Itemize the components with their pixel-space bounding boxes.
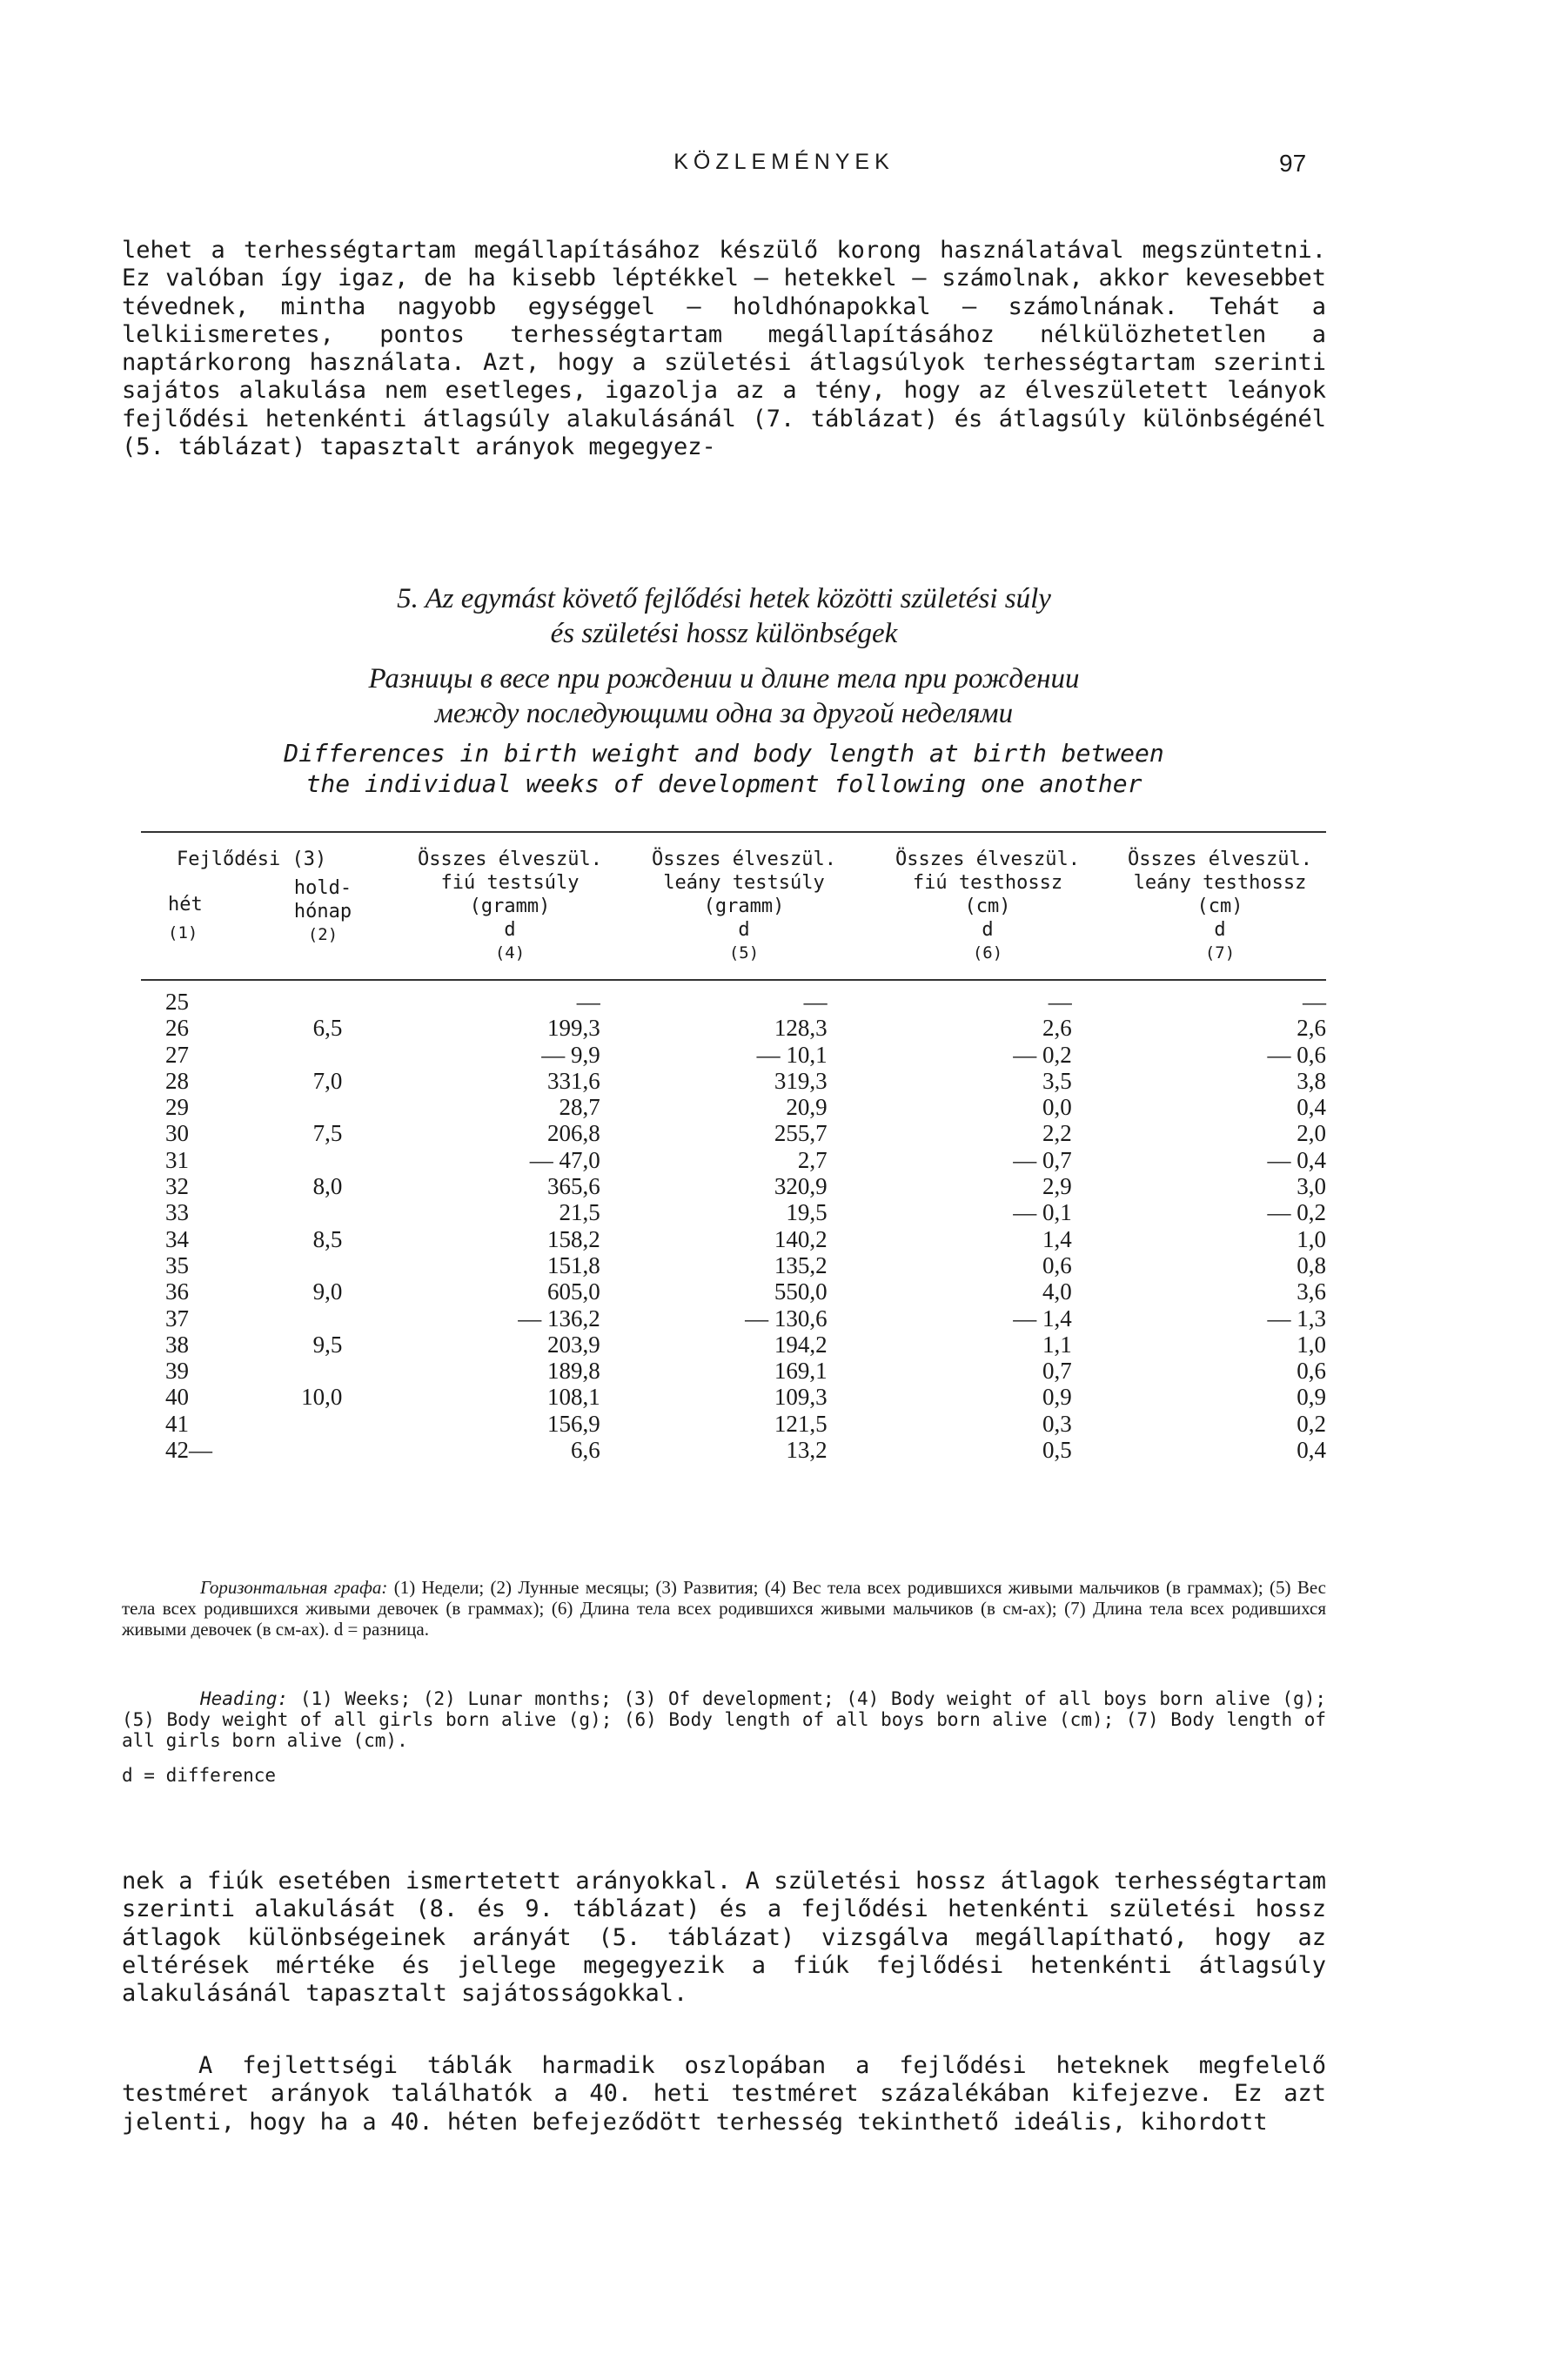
header-col4-number: (4) <box>494 943 526 963</box>
cell-lunar-month <box>247 1252 343 1278</box>
header-col-5 <box>627 848 861 965</box>
cell-boys-length-diff: 0,0 <box>1042 1094 1072 1121</box>
header-col6-line-4: d <box>982 919 994 941</box>
cell-boys-weight-diff: 158,2 <box>546 1225 600 1252</box>
cell-girls-length-diff: 0,8 <box>1297 1251 1326 1278</box>
header-hold-number: (2) <box>307 925 338 944</box>
cell-boys-length-diff: — 0,1 <box>1013 1199 1072 1226</box>
table-row <box>141 1199 1326 1225</box>
cell-week: 36 <box>165 1278 189 1305</box>
cell-week: 26 <box>165 1015 189 1042</box>
cell-lunar-month <box>247 1147 343 1173</box>
cell-boys-length-diff: 1,4 <box>1042 1225 1072 1252</box>
cell-lunar-month: 8,0 <box>312 1173 343 1200</box>
cell-girls-weight-diff: 319,3 <box>774 1067 828 1094</box>
note-en-label: Heading: <box>200 1688 289 1709</box>
page-number: 97 <box>1279 150 1307 177</box>
header-col-4 <box>379 848 640 965</box>
header-col7-line-2: leány testhossz <box>1133 872 1307 894</box>
table-note-english <box>122 1688 1326 1751</box>
cell-girls-weight-diff: 2,7 <box>797 1146 828 1173</box>
cell-girls-weight-diff: 13,2 <box>786 1437 828 1464</box>
cell-boys-length-diff: 0,5 <box>1042 1437 1072 1464</box>
cell-boys-weight-diff: 21,5 <box>559 1199 600 1226</box>
cell-lunar-month <box>247 1358 343 1384</box>
cell-boys-weight-diff: — <box>576 989 600 1015</box>
cell-girls-weight-diff: 320,9 <box>774 1173 828 1200</box>
cell-boys-length-diff: 0,6 <box>1042 1251 1072 1278</box>
cell-girls-weight-diff: — <box>803 989 828 1015</box>
header-col6-line-1: Összes élveszül. <box>895 849 1080 870</box>
cell-week: 42— <box>165 1437 212 1464</box>
header-holdhonap <box>284 876 362 947</box>
cell-girls-weight-diff: 550,0 <box>774 1278 828 1305</box>
table-row <box>141 1147 1326 1173</box>
header-col-7 <box>1098 848 1342 965</box>
cell-lunar-month <box>247 989 343 1015</box>
cell-girls-length-diff: 3,0 <box>1297 1173 1326 1200</box>
header-col7-line-1: Összes élveszül. <box>1128 849 1312 870</box>
header-het: hét <box>168 894 203 916</box>
cell-boys-weight-diff: 605,0 <box>546 1278 600 1305</box>
cell-girls-length-diff: — 0,2 <box>1267 1199 1326 1226</box>
caption-ru-line-1: Разницы в весе при рождении и длине тела при рождении <box>368 663 1080 694</box>
cell-girls-length-diff: 3,8 <box>1297 1067 1326 1094</box>
cell-boys-length-diff: — 0,2 <box>1013 1041 1072 1068</box>
header-col5-line-2: leány testsúly <box>663 872 825 894</box>
cell-boys-weight-diff: 28,7 <box>559 1094 600 1121</box>
cell-girls-length-diff: — 0,4 <box>1267 1146 1326 1173</box>
cell-week: 30 <box>165 1120 189 1147</box>
cell-boys-weight-diff: 199,3 <box>546 1015 600 1042</box>
cell-week: 29 <box>165 1094 189 1121</box>
header-col5-line-1: Összes élveszül. <box>652 849 836 870</box>
cell-boys-length-diff: — 0,7 <box>1013 1146 1072 1173</box>
cell-boys-weight-diff: 156,9 <box>546 1410 600 1437</box>
header-hold-line-1: hold- <box>293 877 352 899</box>
header-col5-line-4: d <box>738 919 750 941</box>
header-fejlodesi-label: Fejlődési <box>177 849 281 870</box>
cell-boys-weight-diff: — 47,0 <box>529 1146 600 1173</box>
cell-girls-length-diff: 0,6 <box>1297 1358 1326 1385</box>
cell-lunar-month: 9,0 <box>312 1278 343 1305</box>
cell-week: 33 <box>165 1199 189 1226</box>
cell-girls-length-diff: 1,0 <box>1297 1331 1326 1358</box>
header-col7-line-4: d <box>1214 919 1226 941</box>
table-row <box>141 1068 1326 1094</box>
header-col7-line-3: (cm) <box>1196 896 1243 917</box>
body-paragraph-1: lehet a terhességtartam megállapításához készülő korong használatával megszüntetni. Ez valóban így igaz, de ha kisebb léptékkel — hetekkel — számolnak, akkor kevesebbet tévednek, mintha nagyobb egységgel — holdhónapokkal — számolnának. Tehát a lelkiismeretes, pontos terhességtartam megállapításához nélkülözhetetlen a naptárkorong használata. Azt, hogy a születési átlagsúlyok terhességtartam szerinti sajátos alakulása nem esetleges, igazolja az a tény, hogy az élveszületett leányok fejlődési hetenkénti átlagsúly alakulásánál (7. táblázat) és átlagsúly különbségénél (5. táblázat) tapasztalt arányok megegyez- <box>122 237 1326 461</box>
cell-week: 40 <box>165 1384 189 1411</box>
caption-en-line-1: Differences in birth weight and body length at birth between <box>284 739 1164 768</box>
cell-lunar-month: 6,5 <box>312 1015 343 1042</box>
differences-table <box>141 989 1326 1463</box>
cell-girls-length-diff: — 1,3 <box>1267 1305 1326 1332</box>
cell-girls-length-diff: 0,4 <box>1297 1437 1326 1464</box>
header-het-number: (1) <box>168 923 198 943</box>
cell-girls-length-diff: 2,6 <box>1297 1015 1326 1042</box>
note-ru-label: Горизонтальная графа: <box>200 1577 388 1598</box>
table-caption-hungarian <box>122 581 1326 651</box>
cell-girls-weight-diff: 121,5 <box>774 1410 828 1437</box>
table-caption-english <box>122 738 1326 799</box>
table-row <box>141 1332 1326 1358</box>
header-col6-number: (6) <box>972 943 1003 963</box>
cell-girls-length-diff: 2,0 <box>1297 1120 1326 1147</box>
header-col5-number: (5) <box>728 943 760 963</box>
cell-week: 35 <box>165 1251 189 1278</box>
cell-boys-weight-diff: 365,6 <box>546 1173 600 1200</box>
cell-boys-length-diff: 2,6 <box>1042 1015 1072 1042</box>
cell-girls-length-diff: 0,9 <box>1297 1384 1326 1411</box>
table-row <box>141 1015 1326 1041</box>
table-note-russian <box>122 1577 1326 1640</box>
cell-girls-length-diff: — 0,6 <box>1267 1041 1326 1068</box>
table-row <box>141 1094 1326 1120</box>
header-col4-line-3: (gramm) <box>469 896 551 917</box>
table-row <box>141 1226 1326 1252</box>
cell-lunar-month: 7,0 <box>312 1067 343 1094</box>
cell-boys-weight-diff: 151,8 <box>546 1251 600 1278</box>
cell-lunar-month <box>247 1411 343 1437</box>
header-fejlodesi <box>177 848 326 871</box>
cell-boys-weight-diff: 108,1 <box>546 1384 600 1411</box>
table-row <box>141 1278 1326 1305</box>
header-col4-line-2: fiú testsúly <box>440 872 580 894</box>
cell-girls-weight-diff: 135,2 <box>774 1251 828 1278</box>
cell-girls-length-diff: 0,2 <box>1297 1410 1326 1437</box>
table-body <box>141 989 1326 1463</box>
body-paragraph-3: A fejlettségi táblák harmadik oszlopában a fejlődési heteknek megfelelő testméret arányok találhatók a 40. heti testméret százalékában kifejezve. Ez azt jelenti, hogy ha a 40. héten befejeződött terhesség tekinthető ideális, kihordott <box>122 2052 1326 2136</box>
cell-boys-length-diff: 3,5 <box>1042 1067 1072 1094</box>
cell-girls-weight-diff: 128,3 <box>774 1015 828 1042</box>
cell-week: 34 <box>165 1225 189 1252</box>
table-row <box>141 1384 1326 1410</box>
table-row <box>141 1042 1326 1068</box>
header-col7-number: (7) <box>1204 943 1236 963</box>
caption-hu-line-1: 5. Az egymást követő fejlődési hetek közötti születési súly <box>397 583 1051 614</box>
cell-girls-weight-diff: 109,3 <box>774 1384 828 1411</box>
header-fejlodesi-number: (3) <box>291 849 327 870</box>
cell-boys-length-diff: 1,1 <box>1042 1331 1072 1358</box>
table-header-rule <box>141 979 1326 981</box>
cell-girls-weight-diff: — 130,6 <box>745 1305 828 1332</box>
note-en-text: (1) Weeks; (2) Lunar months; (3) Of development; (4) Body weight of all boys born alive (g); (5) Body weight of all girls born alive (g); (6) Body length of all boys born alive (cm); (7) Body length of all girls born alive (cm). <box>122 1688 1326 1751</box>
cell-boys-length-diff: 0,3 <box>1042 1410 1072 1437</box>
cell-girls-length-diff: 0,4 <box>1297 1094 1326 1121</box>
cell-week: 31 <box>165 1146 189 1173</box>
table-caption-russian <box>122 661 1326 731</box>
table-row <box>141 1120 1326 1146</box>
cell-week: 25 <box>165 989 189 1015</box>
cell-lunar-month: 9,5 <box>312 1331 343 1358</box>
cell-boys-length-diff: 4,0 <box>1042 1278 1072 1305</box>
caption-ru-line-2: между последующими одна за другой неделями <box>434 698 1014 729</box>
cell-lunar-month: 8,5 <box>312 1225 343 1252</box>
cell-girls-weight-diff: 140,2 <box>774 1225 828 1252</box>
cell-boys-weight-diff: 203,9 <box>546 1331 600 1358</box>
cell-lunar-month <box>247 1094 343 1120</box>
cell-week: 27 <box>165 1041 189 1068</box>
cell-boys-weight-diff: 206,8 <box>546 1120 600 1147</box>
cell-girls-weight-diff: — 10,1 <box>756 1041 828 1068</box>
body-paragraph-2: nek a fiúk esetében ismertetett arányokkal. A születési hossz átlagok terhességtartam szerinti alakulását (8. és 9. táblázat) és a fejlődési hetenkénti születési hossz átlagok különbségeinek arányát (5. táblázat) vizsgálva megállapítható, hogy az eltérések mértéke és jellege megegyezik a fiúk fejlődési hetenkénti átlagsúly alakulásánál tapasztalt sajátosságokkal. <box>122 1868 1326 2008</box>
cell-boys-weight-diff: 331,6 <box>546 1067 600 1094</box>
header-col-6 <box>870 848 1105 965</box>
header-col4-line-1: Összes élveszül. <box>418 849 602 870</box>
cell-boys-length-diff: 2,9 <box>1042 1173 1072 1200</box>
cell-week: 41 <box>165 1410 189 1437</box>
cell-boys-length-diff: 0,7 <box>1042 1358 1072 1385</box>
note-ru-text: (1) Недели; (2) Лунные месяцы; (3) Развития; (4) Вес тела всех родившихся живыми мальчиков (в граммах); (5) Вес тела всех родившихся живыми девочек (в граммах); (6) Длина тела всех родившихся живыми мальчиков (в см-ах); (7) Длина тела всех родившихся живыми девочек (в см-ах). d = разница. <box>122 1577 1326 1640</box>
header-col5-line-3: (gramm) <box>703 896 785 917</box>
table-row <box>141 989 1326 1015</box>
header-col6-line-3: (cm) <box>964 896 1011 917</box>
table-row <box>141 1411 1326 1437</box>
cell-lunar-month <box>247 1042 343 1068</box>
cell-lunar-month <box>247 1199 343 1225</box>
cell-week: 28 <box>165 1067 189 1094</box>
cell-lunar-month: 10,0 <box>301 1384 343 1411</box>
cell-boys-length-diff: 0,9 <box>1042 1384 1072 1411</box>
cell-boys-weight-diff: — 136,2 <box>518 1305 600 1332</box>
cell-boys-length-diff: — <box>1048 989 1072 1015</box>
cell-week: 39 <box>165 1358 189 1385</box>
cell-girls-weight-diff: 194,2 <box>774 1331 828 1358</box>
caption-hu-line-2: és születési hossz különbségek <box>550 618 898 649</box>
caption-en-line-2: the individual weeks of development following one another <box>305 769 1142 798</box>
cell-week: 32 <box>165 1173 189 1200</box>
cell-lunar-month: 7,5 <box>312 1120 343 1147</box>
cell-girls-weight-diff: 19,5 <box>786 1199 828 1226</box>
header-col4-line-4: d <box>504 919 516 941</box>
cell-boys-length-diff: — 1,4 <box>1013 1305 1072 1332</box>
table-row <box>141 1173 1326 1199</box>
cell-girls-weight-diff: 255,7 <box>774 1120 828 1147</box>
table-row <box>141 1358 1326 1384</box>
cell-lunar-month <box>247 1305 343 1332</box>
cell-girls-weight-diff: 20,9 <box>786 1094 828 1121</box>
cell-girls-weight-diff: 169,1 <box>774 1358 828 1385</box>
cell-boys-weight-diff: 6,6 <box>570 1437 600 1464</box>
table-note-difference: d = difference <box>122 1765 277 1786</box>
cell-boys-length-diff: 2,2 <box>1042 1120 1072 1147</box>
cell-girls-length-diff: — <box>1303 989 1326 1015</box>
cell-boys-weight-diff: — 9,9 <box>541 1041 600 1068</box>
table-row <box>141 1252 1326 1278</box>
cell-lunar-month <box>247 1437 343 1463</box>
table-row <box>141 1305 1326 1332</box>
cell-boys-weight-diff: 189,8 <box>546 1358 600 1385</box>
header-col6-line-2: fiú testhossz <box>912 872 1063 894</box>
table-row <box>141 1437 1326 1463</box>
header-hold-line-2: hónap <box>293 901 352 922</box>
cell-week: 37 <box>165 1305 189 1332</box>
cell-week: 38 <box>165 1331 189 1358</box>
cell-girls-length-diff: 1,0 <box>1297 1225 1326 1252</box>
table-top-rule <box>141 831 1326 833</box>
running-head: KÖZLEMÉNYEK <box>673 150 895 174</box>
cell-girls-length-diff: 3,6 <box>1297 1278 1326 1305</box>
